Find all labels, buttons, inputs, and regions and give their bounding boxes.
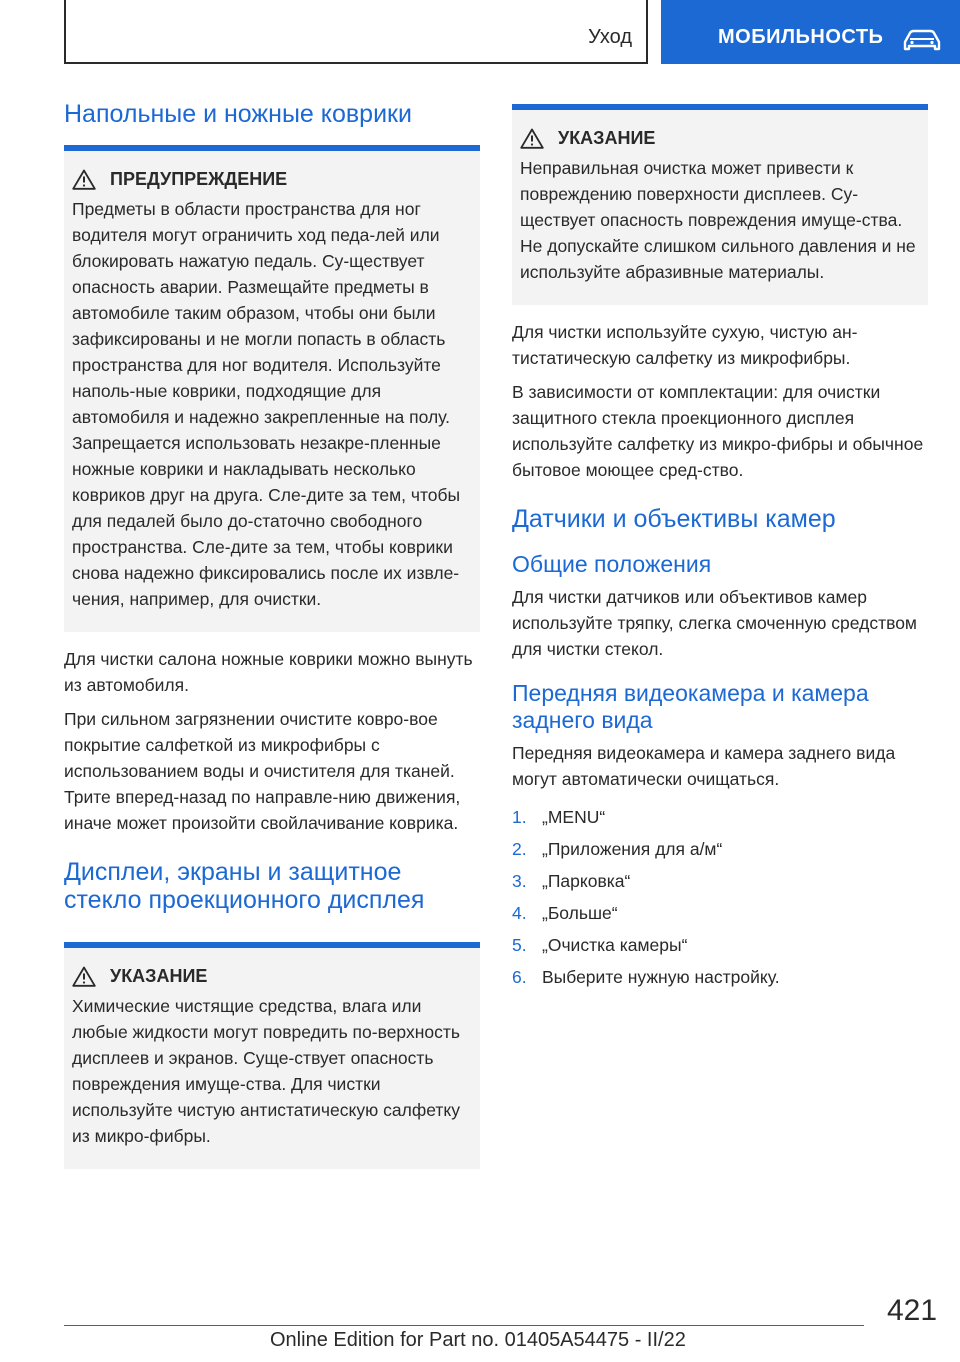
footer-divider [64,1325,864,1326]
notice-text: Неправильная очистка может привести к повреждению поверхности дисплеев. Су-ществует опасность повреждения имуще-ства. Не допускайте слишком сильного давления и не используйте абразивные материалы. [520,158,916,282]
step-text: „Больше“ [542,903,618,923]
notice-label: УКАЗАНИЕ [558,128,656,148]
step-number: 6. [512,967,527,987]
step-text: „MENU“ [542,807,606,827]
subsection-title-general: Общие положения [512,551,712,577]
subsection-title-cameras: Передняя видеокамера и камера заднего вида [512,680,869,733]
step-text: „Очистка камеры“ [542,935,688,955]
paragraph: Для чистки используйте сухую, чистую ан-тистатическую салфетку из микрофибры. [512,322,858,368]
step-number: 2. [512,839,527,859]
warning-triangle-icon [72,966,96,987]
warning-triangle-icon [520,128,544,149]
notice-text: Химические чистящие средства, влага или любые жидкости могут повредить по-верхность дисплеев и экранов. Суще-ствует опасность повреждения имуще-ства. Для чистки используйте чистую антистатическую салфетку из микро-фибры. [72,996,460,1146]
header-chapter-tab [661,0,960,64]
warning-text: Предметы в области пространства для ног водителя могут ограничить ход педа-лей или блокировать нажатую педаль. Су-ществует опасность аварии. Размещайте предметы в автомобиле таким образом, чтобы они были зафиксированы и не могли попасть в область пространства для ног водителя. Используйте наполь-ные коврики, подходящие для автомобиля и надежно закрепленные на полу. Запрещается использовать незакре-пленные ножные коврики и накладывать несколько ковриков друг на друга. Сле-дите за тем, чтобы для педалей было до-статочно свободного пространства. Сле-дите за тем, чтобы коврики снова надежно фиксировались после их извле-чения, например, для очистки. [72,199,461,609]
car-icon [901,27,943,53]
right-column [512,100,928,996]
paragraph: Для чистки салона ножные коврики можно вынуть из автомобиля. [64,649,473,695]
warning-box [64,145,480,632]
footer-edition: Online Edition for Part no. 01405A54475 - II/22 [270,1329,686,1351]
step-number: 1. [512,807,527,827]
notice-box [512,104,928,305]
paragraph: Передняя видеокамера и камера заднего вида могут автоматически очищаться. [512,743,896,789]
step-number: 4. [512,903,527,923]
step-number: 3. [512,871,527,891]
list-item [512,900,928,926]
step-text: Выберите нужную настройку. [542,967,780,987]
header-section-title: Уход [588,26,632,48]
paragraph: Для чистки датчиков или объективов камер используйте тряпку, слегка смоченную средством для чистки стекол. [512,587,917,659]
list-item [512,836,928,862]
warning-label: ПРЕДУПРЕЖДЕНИЕ [110,169,288,189]
steps-list [512,804,928,990]
page-number: 421 [887,1294,938,1327]
step-text: „Парковка“ [542,871,631,891]
section-title-sensors: Датчики и объективы камер [512,505,836,533]
warning-triangle-icon [72,169,96,190]
header-section-box [64,0,648,64]
list-item [512,932,928,958]
list-item [512,964,928,990]
list-item [512,804,928,830]
section-title-floor-mats: Напольные и ножные коврики [64,100,412,128]
paragraph: В зависимости от комплектации: для очистки защитного стекла проекционного дисплея используйте салфетку из микро-фибры и обычное бытовое моющее сред-ство. [512,382,924,480]
list-item [512,868,928,894]
notice-box [64,942,480,1169]
paragraph: При сильном загрязнении очистите ковро-вое покрытие салфеткой из микрофибры с использованием воды и очистителя для тканей. Трите вперед-назад по направле-нию движения, иначе может произойти свойлачивание коврика. [64,709,461,833]
header-chapter-title: МОБИЛЬНОСТЬ [718,26,884,48]
left-column [64,100,480,1169]
section-title-displays: Дисплеи, экраны и защитное стекло проекционного дисплея [64,858,425,914]
notice-label: УКАЗАНИЕ [110,966,208,986]
step-number: 5. [512,935,527,955]
step-text: „Приложения для а/м“ [542,839,723,859]
